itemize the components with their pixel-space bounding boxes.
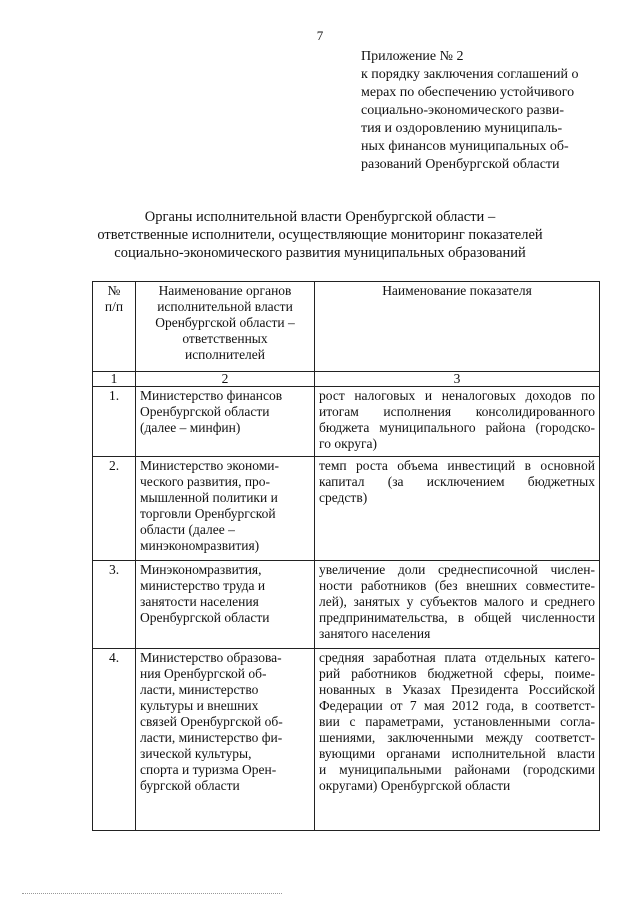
indicator-line: нованных в Указах Президента Российской (319, 682, 595, 697)
indicator-line: средняя заработная плата отдельных катего- (319, 650, 595, 665)
title-line: Органы исполнительной власти Оренбургской области – (144, 209, 496, 225)
indicator-line: вующими органами исполнительной власти (319, 746, 595, 761)
appendix-heading (361, 48, 611, 174)
page-number: 7 (316, 28, 324, 43)
header-indicator (315, 282, 600, 372)
organ-line: мышленной политики и (140, 490, 278, 505)
document-title (60, 208, 580, 262)
organ-line: министерство труда и (140, 578, 266, 593)
header-text: исполнителей (184, 347, 266, 362)
column-number: 2 (136, 372, 315, 387)
organ-cell (136, 457, 315, 561)
organ-line: Министерство финансов (140, 388, 283, 403)
organ-line: ласти, министерство (140, 682, 259, 697)
indicator-cell (315, 387, 600, 457)
table-row (93, 457, 600, 561)
header-text: исполнительной власти (157, 299, 293, 314)
organ-line: (далее – минфин) (140, 420, 241, 435)
header-text: п/п (104, 299, 124, 314)
organ-line: ческого развития, про- (140, 474, 271, 489)
organ-line: культуры и внешних (140, 698, 259, 713)
appendix-line: ных финансов муниципальных об- (361, 139, 569, 154)
header-text: № (107, 283, 121, 298)
indicator-cell (315, 457, 600, 561)
appendix-line: к порядку заключения соглашений о (361, 67, 579, 82)
indicator-line: бюджета муниципального района (городско- (319, 420, 595, 435)
indicator-line: капитал (за исключением бюджетных (319, 474, 595, 489)
header-text: Наименование органов (158, 283, 292, 298)
table-row (93, 561, 600, 649)
row-number: 1. (93, 387, 136, 457)
column-number: 1 (93, 372, 136, 387)
indicator-line: округами) Оренбургской области (319, 778, 511, 793)
organ-line: Министерство образова- (140, 650, 282, 665)
indicator-line: шениями, заключенными между соответст- (319, 730, 595, 745)
title-line: ответственные исполнители, осуществляющие мониторинг показателей (97, 227, 543, 243)
header-number (93, 282, 136, 372)
organ-line: Министерство экономи- (140, 458, 280, 473)
table-header-row (93, 282, 600, 372)
organ-line: области (далее – (140, 522, 235, 537)
appendix-line: социально-экономического разви- (361, 103, 565, 118)
organ-cell (136, 387, 315, 457)
organ-line: занятости населения (140, 594, 259, 609)
organ-line: зической культуры, (140, 746, 252, 761)
appendix-line: разований Оренбургской области (361, 157, 560, 172)
organ-cell (136, 649, 315, 831)
indicator-line: рий работников бюджетной сферы, поиме- (319, 666, 595, 681)
indicator-line: го округа) (319, 436, 377, 451)
organ-line: спорта и туризма Орен- (140, 762, 277, 777)
indicator-line: ности работников (без внешних совместите- (319, 578, 595, 593)
organ-cell (136, 561, 315, 649)
organ-line: бургской области (140, 778, 240, 793)
indicator-line: лей), занятых у субъектов малого и среднего (319, 594, 595, 609)
indicator-line: средств) (319, 490, 368, 505)
appendix-line: мерах по обеспечению устойчивого (361, 85, 575, 100)
header-text: Оренбургской области – (155, 315, 295, 330)
row-number: 2. (93, 457, 136, 561)
organ-line: Оренбургской области (140, 610, 270, 625)
header-text: Наименование показателя (382, 283, 532, 298)
indicator-line: предпринимательства, в общей численности (319, 610, 595, 625)
organ-line: Минэкономразвития, (140, 562, 262, 577)
indicator-line: темп роста объема инвестиций в основной (319, 458, 595, 473)
title-line: социально-экономического развития муниципальных образований (114, 245, 526, 261)
organ-line: ласти, министерство фи- (140, 730, 283, 745)
organ-line: минэкономразвития) (140, 538, 260, 553)
column-number: 3 (315, 372, 600, 387)
header-text: ответственных (182, 331, 268, 346)
column-number-row (93, 372, 600, 387)
indicator-line: увеличение доли среднесписочной числен- (319, 562, 595, 577)
indicator-line: Федерации от 7 мая 2012 года, в соответст- (319, 698, 595, 713)
appendix-line: Приложение № 2 (361, 49, 464, 64)
indicator-cell (315, 561, 600, 649)
table-row (93, 387, 600, 457)
organ-line: ния Оренбургской об- (140, 666, 267, 681)
organ-line: торговли Оренбургской (140, 506, 276, 521)
appendix-line: тия и оздоровлению муниципаль- (361, 121, 563, 136)
row-number: 4. (93, 649, 136, 831)
indicator-line: вии с параметрами, установленными согла- (319, 714, 595, 729)
scan-artifact-line (22, 893, 282, 900)
header-organ (136, 282, 315, 372)
responsible-executors-table (92, 281, 600, 831)
indicator-cell (315, 649, 600, 831)
indicator-line: итогам исполнения консолидированного (319, 404, 595, 419)
row-number: 3. (93, 561, 136, 649)
table-row (93, 649, 600, 831)
organ-line: связей Оренбургской об- (140, 714, 283, 729)
indicator-line: рост налоговых и неналоговых доходов по (319, 388, 595, 403)
indicator-line: и муниципальными районами (городскими (319, 762, 595, 777)
indicator-line: занятого населения (319, 626, 431, 641)
organ-line: Оренбургской области (140, 404, 270, 419)
